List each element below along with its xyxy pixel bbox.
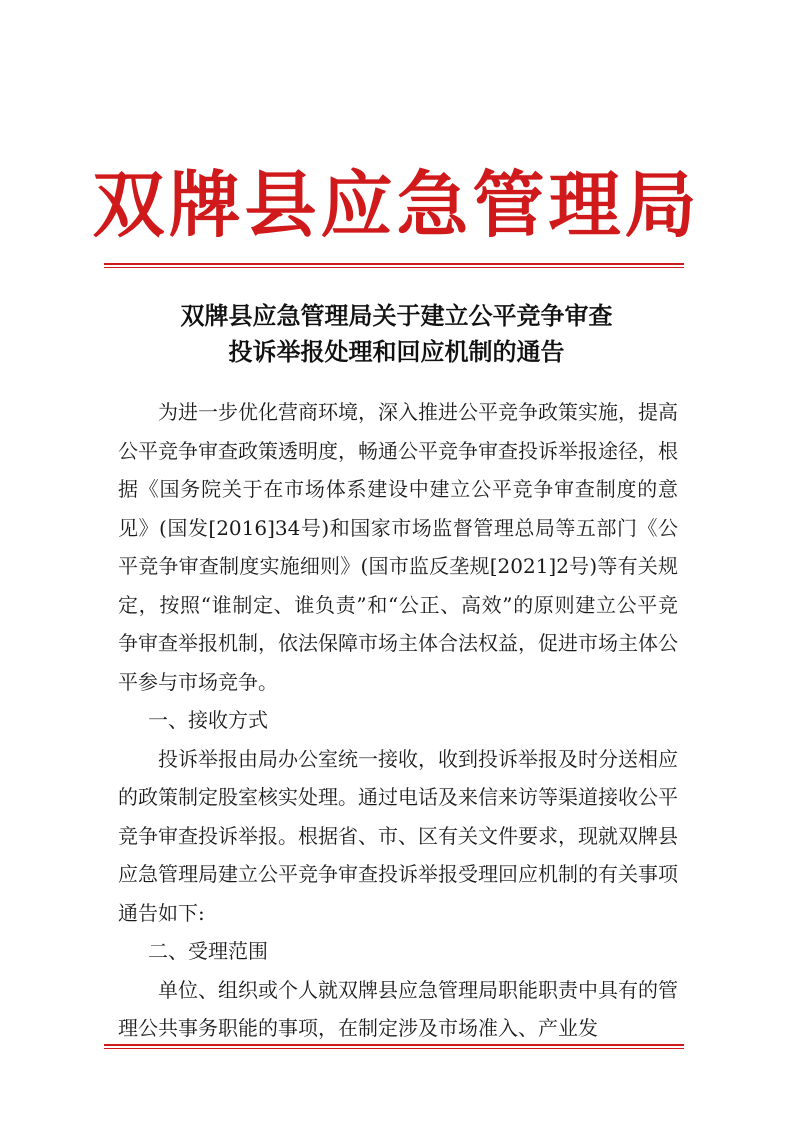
intro-paragraph: 为进一步优化营商环境，深入推进公平竞争政策实施，提高公平竞争审查政策透明度，畅通公平竞争审查投诉举报途径，根据《国务院关于在市场体系建设中建立公平竞争审查制度的意见》(国发[2016]34号)和国家市场监督管理总局等五部门《公平竞争审查制度实施细则》(国市监反垄规[2021]2号)等有关规定，按照“谁制定、谁负责”和“公正、高效”的原则建立公平竞争审查举报机制，依法保障市场主体合法权益，促进市场主体公平参与市场竞争。 [118,400,678,694]
document-body [118,393,678,1048]
organization-header: 双牌县应急管理局 [92,162,701,247]
section-1-heading: 一、接收方式 [148,708,268,732]
footer-divider [104,1044,684,1049]
section-2-heading: 二、受理范围 [148,939,268,963]
header-divider [104,263,684,268]
document-title-line-1: 双牌县应急管理局关于建立公平竞争审查 [180,301,613,330]
section-2-paragraph: 单位、组织或个人就双牌县应急管理局职能职责中具有的管理公共事务职能的事项，在制定涉及市场准入、产业发 [118,977,678,1040]
section-1-paragraph: 投诉举报由局办公室统一接收，收到投诉举报及时分送相应的政策制定股室核实处理。通过电话及来信来访等渠道接收公平竞争审查投诉举报。根据省、市、区有关文件要求，现就双牌县应急管理局建立公平竞争审查投诉举报受理回应机制的有关事项通告如下: [118,746,678,925]
document-title-line-2: 投诉举报处理和回应机制的通告 [228,337,565,366]
